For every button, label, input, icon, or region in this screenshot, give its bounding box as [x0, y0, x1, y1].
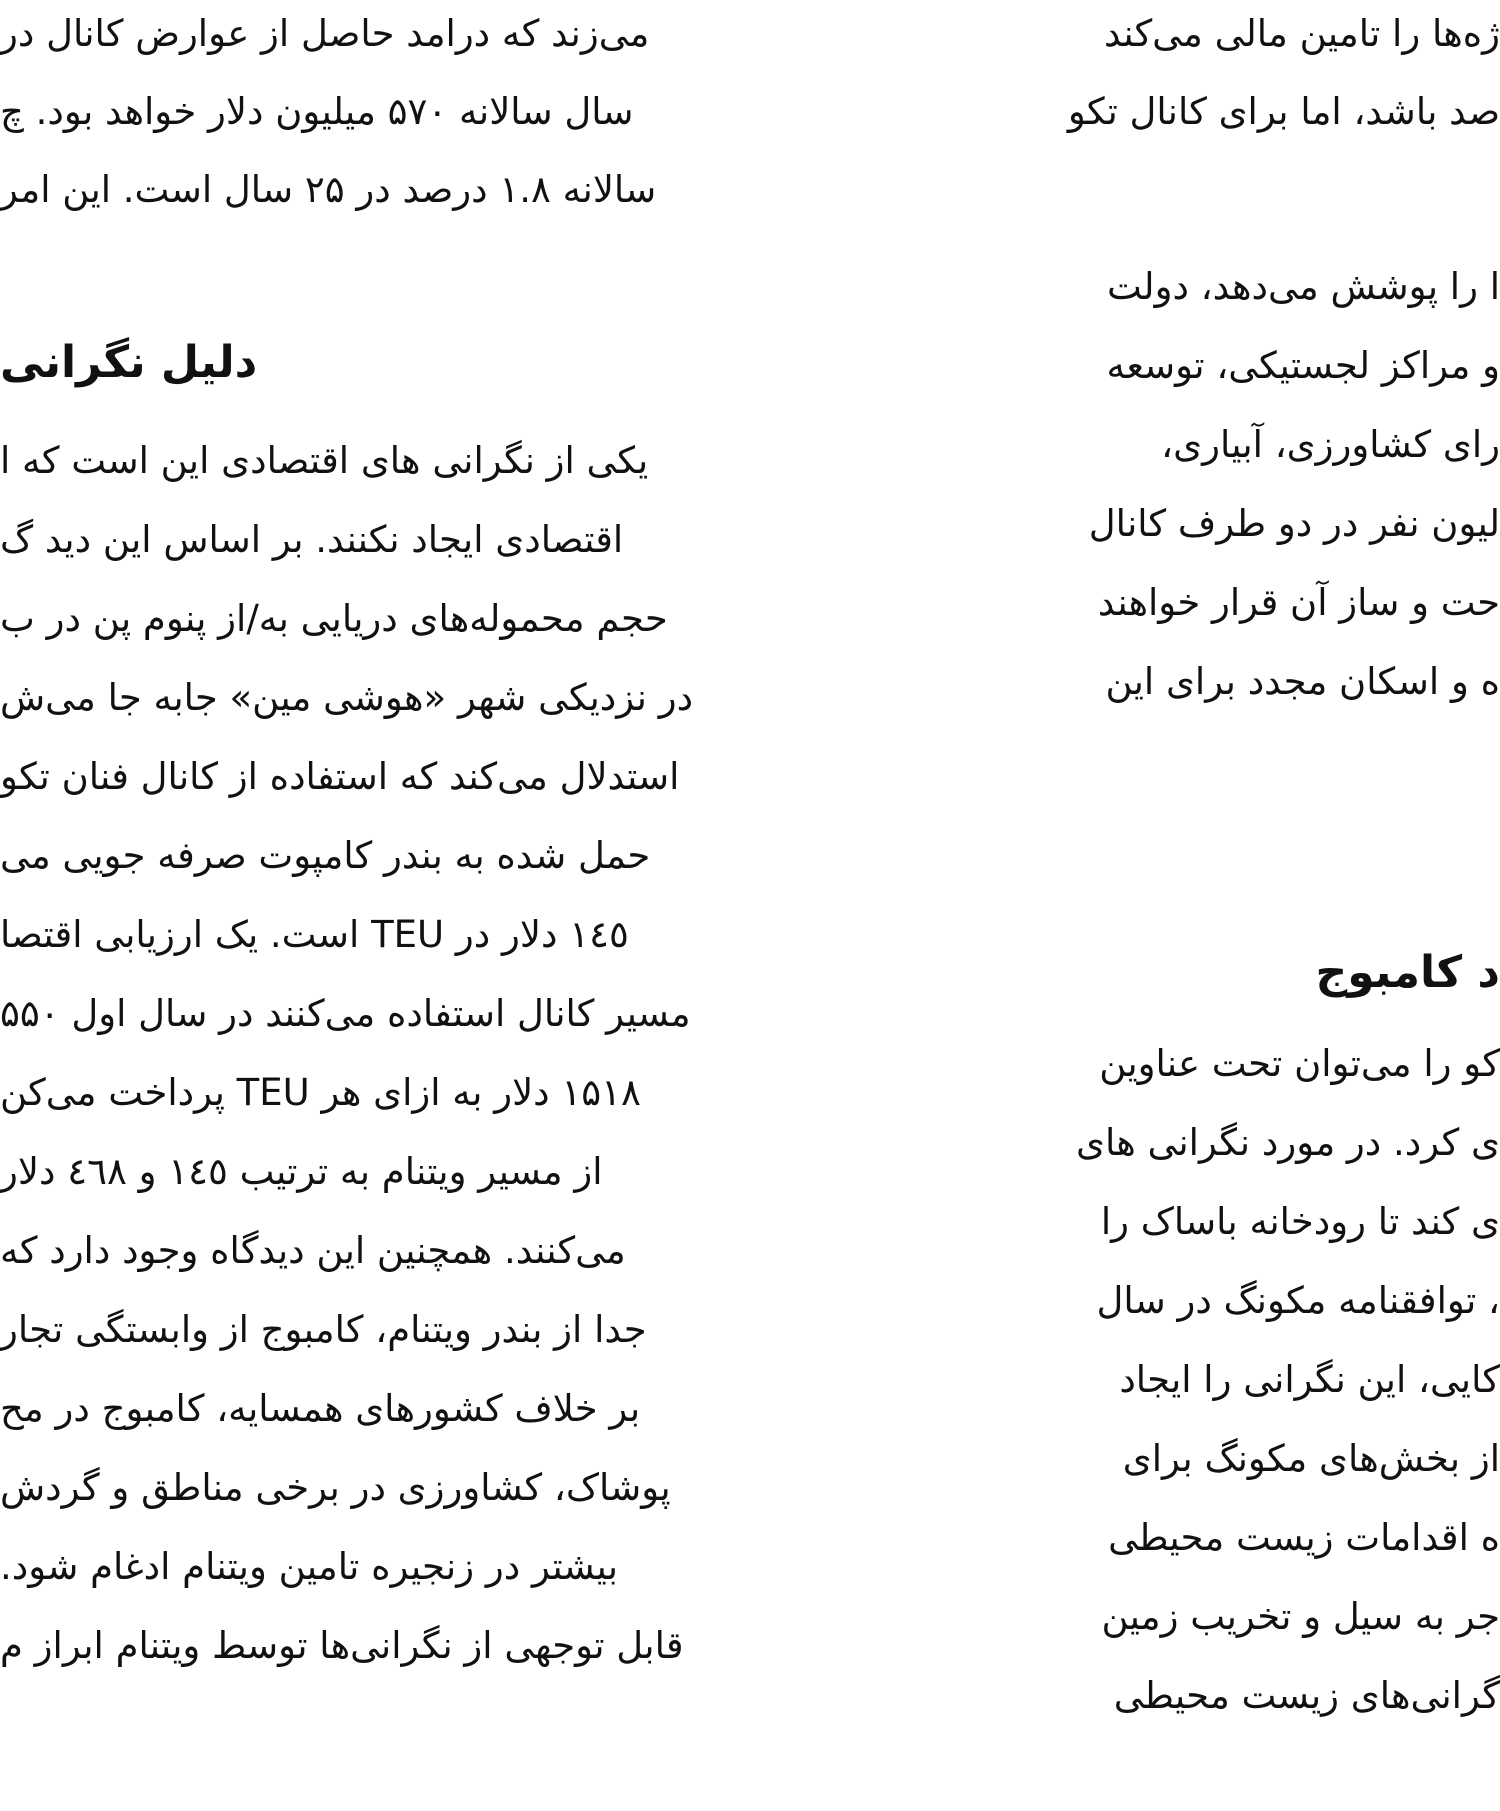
paragraph-line: ه و اسکان مجدد برای این	[1105, 660, 1500, 703]
paragraph-line: از مسیر ویتنام به ترتیب ۱٤٥ و ٤٦۸ دلار	[0, 1150, 603, 1193]
paragraph-line: کو را می‌توان تحت عناوین	[1099, 1042, 1500, 1085]
paragraph-line: می‌کنند. همچنین این دیدگاه وجود دارد که	[0, 1229, 626, 1272]
paragraph-line: حجم محموله‌های دریایی به/از پنوم پن در ب	[0, 597, 668, 640]
section-heading: دلیل نگرانی	[0, 337, 258, 388]
paragraph-line: ا را پوشش می‌دهد، دولت	[1106, 265, 1500, 308]
paragraph-line: حت و ساز آن قرار خواهند	[1097, 581, 1500, 624]
paragraph-line: گرانی‌های زیست محیطی	[1113, 1674, 1500, 1717]
paragraph-line: سالانه ۱.۸ درصد در ۲۵ سال است. این امر	[0, 168, 657, 211]
paragraph-line: مسیر کانال استفاده می‌کنند در سال اول ۵۵۰	[0, 992, 691, 1035]
right-column	[960, 0, 1500, 1811]
paragraph-line: بیشتر در زنجیره تامین ویتنام ادغام شود.	[0, 1545, 619, 1588]
paragraph-line: سال سالانه ۵۷۰ میلیون دلار خواهد بود. چ	[0, 90, 634, 133]
paragraph-line: جدا از بندر ویتنام، کامبوج از وابستگی تجار	[0, 1308, 647, 1351]
paragraph-line: لیون نفر در دو طرف کانال	[1088, 502, 1500, 545]
paragraph-line: ژه‌ها را تامین مالی می‌کند	[1103, 12, 1500, 55]
paragraph-line: ه اقدامات زیست محیطی	[1108, 1516, 1500, 1559]
paragraph-line: رای کشاورزی، آبیاری،	[1161, 423, 1500, 466]
paragraph-line: و مراکز لجستیکی، توسعه	[1106, 344, 1500, 387]
paragraph-line: قابل توجهی از نگرانی‌ها توسط ویتنام ابراز م	[0, 1624, 684, 1667]
paragraph-line: پوشاک، کشاورزی در برخی مناطق و گردش	[0, 1466, 671, 1509]
paragraph-line: حمل شده به بندر کامپوت صرفه جویی می	[0, 834, 651, 877]
paragraph-line: ی کند تا رودخانه باساک را	[1100, 1200, 1500, 1243]
paragraph-line: کایی، این نگرانی را ایجاد	[1119, 1358, 1500, 1401]
paragraph-line: اقتصادی ایجاد نکنند. بر اساس این دید گ	[0, 518, 624, 561]
paragraph-line: می‌زند که درامد حاصل از عوارض کانال در	[0, 12, 650, 55]
paragraph-line: جر به سیل و تخریب زمین	[1101, 1595, 1500, 1638]
paragraph-line: بر خلاف کشورهای همسایه، کامبوج در مح	[0, 1387, 641, 1430]
paragraph-line: در نزدیکی شهر «هوشی مین» جابه جا می‌ش	[0, 676, 694, 719]
paragraph-line: استدلال می‌کند که استفاده از کانال فنان تکو	[0, 755, 680, 798]
paragraph-line: ۱۵۱۸ دلار به ازای هر TEU پرداخت می‌کن	[0, 1071, 641, 1114]
paragraph-line: صد باشد، اما برای کانال تکو	[1067, 90, 1500, 133]
paragraph-line: ی کرد. در مورد نگرانی های	[1076, 1121, 1500, 1164]
paragraph-line: از بخش‌های مکونگ برای	[1122, 1437, 1500, 1480]
section-heading: د کامبوج	[1315, 947, 1500, 998]
paragraph-line: یکی از نگرانی های اقتصادی این است که ا	[0, 439, 649, 482]
paragraph-line: ، توافقنامه مکونگ در سال	[1096, 1279, 1500, 1322]
paragraph-line: ۱٤٥ دلار در TEU است. یک ارزیابی اقتصا	[0, 913, 629, 956]
